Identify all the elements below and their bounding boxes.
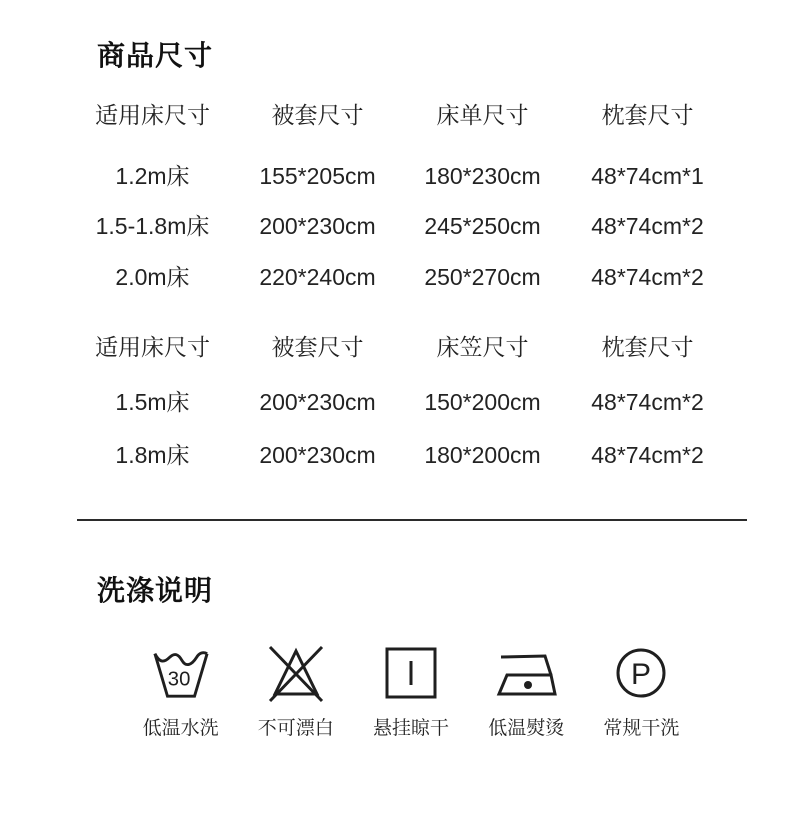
care-item — [469, 641, 584, 741]
table-row — [70, 263, 730, 291]
table-row — [70, 162, 730, 190]
table-cell: 1.5-1.8m床 — [95, 213, 210, 239]
table-cell: 180*200cm — [424, 442, 541, 468]
table-cell: 245*250cm — [424, 213, 541, 239]
table-cell: 48*74cm*2 — [591, 264, 704, 290]
table-cell: 1.2m床 — [115, 163, 190, 189]
table-cell: 1.5m床 — [115, 389, 190, 415]
column-header: 床单尺寸 — [436, 102, 529, 128]
table-row — [70, 388, 730, 416]
table-cell: 48*74cm*2 — [591, 213, 704, 239]
table-cell: 220*240cm — [259, 264, 376, 290]
wash-low-temp-icon — [150, 641, 212, 705]
table-cell: 48*74cm*2 — [591, 442, 704, 468]
table-header-row — [70, 333, 730, 361]
table-header-row — [70, 101, 730, 129]
section-divider — [77, 519, 747, 521]
wash-temperature-value: 30 — [167, 668, 190, 691]
column-header: 被套尺寸 — [271, 334, 364, 360]
care-label: 悬挂晾干 — [372, 718, 449, 739]
care-section-title: 洗涤说明 — [97, 575, 214, 606]
column-header: 床笠尺寸 — [436, 334, 529, 360]
table-cell: 2.0m床 — [115, 264, 190, 290]
care-item — [238, 641, 353, 741]
table-cell: 200*230cm — [259, 389, 376, 415]
table-cell: 48*74cm*1 — [591, 163, 704, 189]
table-cell: 200*230cm — [259, 213, 376, 239]
care-item — [353, 641, 468, 741]
no-bleach-icon — [264, 641, 328, 705]
dry-clean-letter: P — [631, 658, 652, 691]
care-label: 低温水洗 — [142, 718, 219, 739]
table-row — [70, 441, 730, 469]
care-item — [584, 641, 699, 741]
column-header: 适用床尺寸 — [95, 102, 210, 128]
table-cell: 180*230cm — [424, 163, 541, 189]
iron-low-temp-icon — [491, 641, 561, 705]
table-cell: 155*205cm — [259, 163, 376, 189]
table-cell: 200*230cm — [259, 442, 376, 468]
care-label: 低温熨烫 — [488, 718, 565, 739]
dry-clean-icon — [615, 641, 667, 705]
hang-dry-icon — [384, 641, 438, 705]
care-item — [123, 641, 238, 741]
column-header: 被套尺寸 — [271, 102, 364, 128]
column-header: 枕套尺寸 — [601, 102, 694, 128]
care-symbols-row — [123, 641, 699, 741]
table-cell: 48*74cm*2 — [591, 389, 704, 415]
column-header: 枕套尺寸 — [601, 334, 694, 360]
care-label: 不可漂白 — [257, 718, 334, 739]
table-cell: 150*200cm — [424, 389, 541, 415]
care-label: 常规干洗 — [603, 718, 680, 739]
column-header: 适用床尺寸 — [95, 334, 210, 360]
table-cell: 1.8m床 — [115, 442, 190, 468]
table-cell: 250*270cm — [424, 264, 541, 290]
table-row — [70, 212, 730, 240]
size-section-title: 商品尺寸 — [97, 40, 214, 71]
